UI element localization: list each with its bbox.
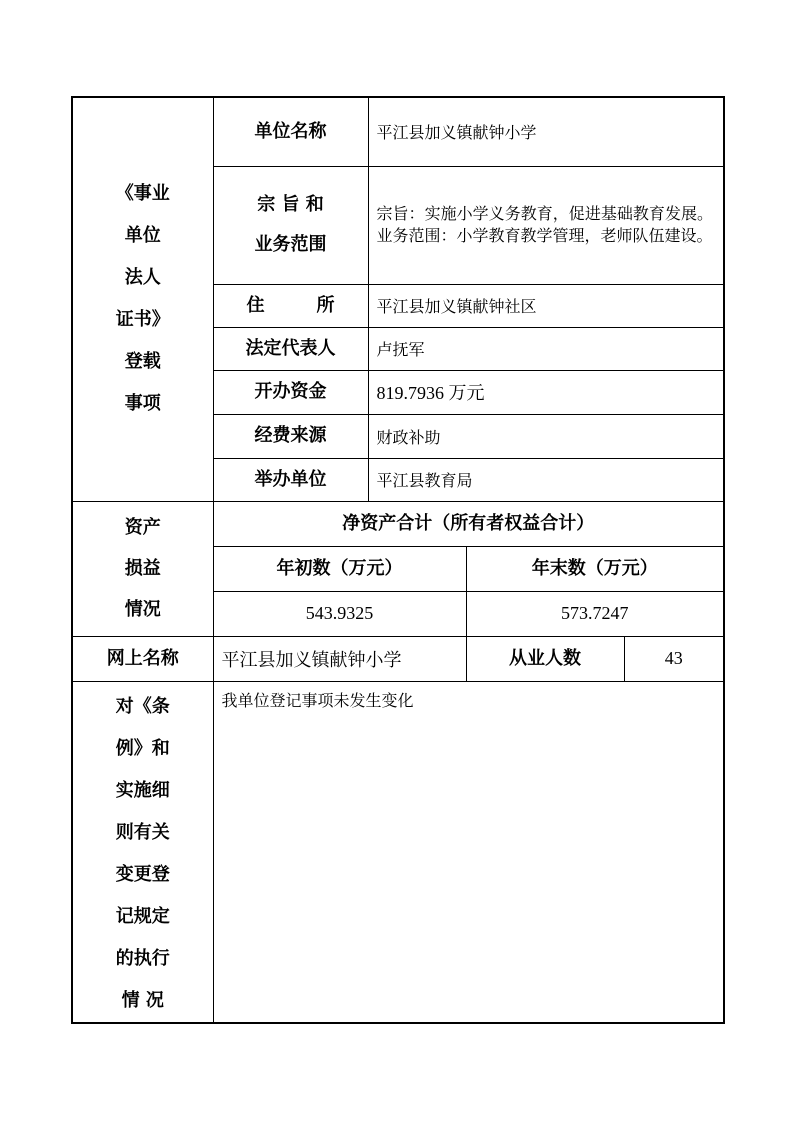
- capital-value: 819.7936 万元: [368, 370, 724, 414]
- unit-name-value: 平江县加义镇献钟小学: [368, 97, 724, 166]
- heading-line: 的执行: [115, 947, 170, 969]
- end-year-label: 年末数（万元）: [466, 546, 724, 591]
- heading-line: 证书》: [115, 309, 170, 331]
- funding-source-value: 财政补助: [368, 414, 724, 458]
- funding-source-label: 经费来源: [213, 414, 368, 458]
- legal-rep-value: 卢抚军: [368, 327, 724, 370]
- sponsor-label: 举办单位: [213, 458, 368, 501]
- change-status-content: 我单位登记事项未发生变化: [213, 681, 724, 1023]
- begin-year-value: 543.9325: [213, 591, 466, 636]
- heading-line: 资产: [124, 517, 161, 538]
- purpose-label-line-2: 业务范围: [254, 234, 327, 255]
- heading-line: 对《条: [115, 695, 170, 717]
- heading-line: 情 况: [121, 989, 164, 1011]
- regulation-compliance-heading: [72, 681, 213, 1023]
- heading-line: 法人: [124, 267, 161, 289]
- staff-count-value: 43: [624, 636, 724, 681]
- heading-line: 单位: [124, 225, 161, 247]
- heading-line: 《事业: [115, 183, 170, 205]
- heading-line: 记规定: [115, 905, 170, 927]
- sponsor-value: 平江县教育局: [368, 458, 724, 501]
- heading-line: 损益: [124, 558, 161, 579]
- purpose-label-line-1: 宗 旨 和: [257, 194, 324, 215]
- unit-name-label: 单位名称: [213, 97, 368, 166]
- heading-line: 实施细: [115, 779, 170, 801]
- address-label-char-2: 所: [316, 294, 335, 316]
- end-year-value: 573.7247: [466, 591, 724, 636]
- begin-year-label: 年初数（万元）: [213, 546, 466, 591]
- address-label: [213, 284, 368, 327]
- purpose-scope-value: 宗旨：实施小学义务教育，促进基础教育发展。 业务范围：小学教育教学管理，老师队伍建设。: [368, 166, 724, 284]
- assets-heading: [72, 501, 213, 636]
- capital-label: 开办资金: [213, 370, 368, 414]
- heading-line: 情况: [124, 599, 161, 620]
- heading-line: 例》和: [115, 737, 170, 759]
- address-value: 平江县加义镇献钟社区: [368, 284, 724, 327]
- heading-line: 则有关: [115, 821, 170, 843]
- heading-line: 变更登: [115, 863, 170, 885]
- heading-line: 登载: [124, 351, 161, 373]
- certificate-items-heading: [72, 97, 213, 501]
- staff-count-label: 从业人数: [466, 636, 624, 681]
- online-name-value: 平江县加义镇献钟小学: [213, 636, 466, 681]
- registration-form-table: [71, 96, 725, 1024]
- purpose-scope-label: [213, 166, 368, 284]
- heading-line: 事项: [124, 393, 161, 415]
- online-name-label: 网上名称: [72, 636, 213, 681]
- net-assets-title: 净资产合计（所有者权益合计）: [213, 501, 724, 546]
- address-label-char-1: 住: [246, 294, 265, 316]
- legal-rep-label: 法定代表人: [213, 327, 368, 370]
